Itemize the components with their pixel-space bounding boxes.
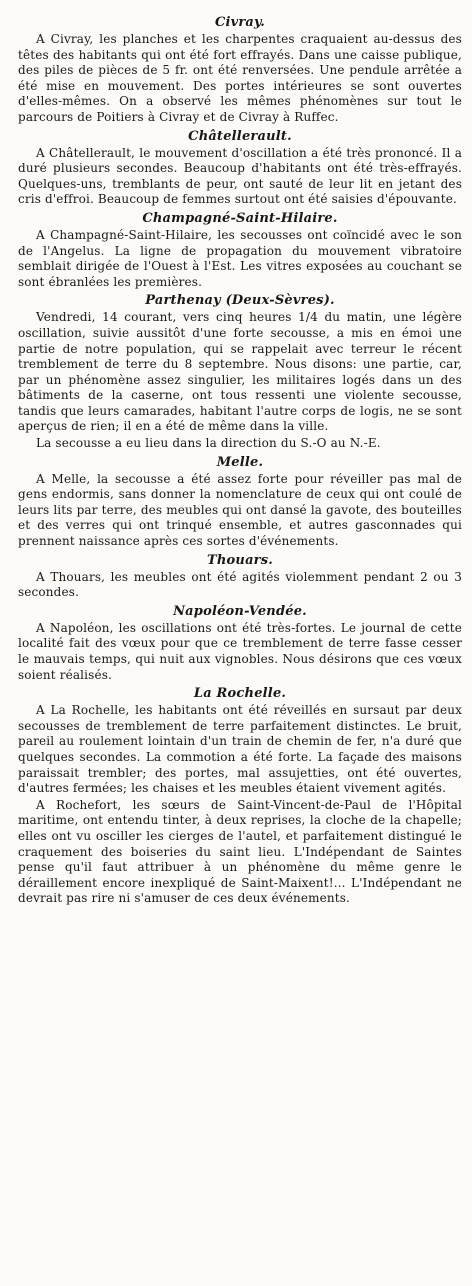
paragraph-rochefort: A Rochefort, les sœurs de Saint-Vincent-de-Paul de l'Hôpital maritime, ont entendu tinter, à deux reprises, la cloche de la chapelle; elles ont vu osciller les cierges de l'autel, et parfaitement distingué le craquement des boiseries du saint lieu. L'Indépendant de Saintes pense qu'il faut attribuer à un phénomène du même genre le déraillement encore inexpliqué de Saint-Maixent!... L'Indépendant ne devrait pas rire ni s'amuser de ces deux événements.	[18, 797, 462, 906]
section-champagne	[18, 210, 462, 290]
paragraph-champagne: A Champagné-Saint-Hilaire, les secousses ont coïncidé avec le son de l'Angelus. La ligne de propagation du mouvement vibratoire semblait dirigée de l'Ouest à l'Est. Les vitres exposées au couchant se sont ébranlées les premières.	[18, 227, 462, 289]
section-napoleon-vendee	[18, 603, 462, 683]
paragraph-thouars: A Thouars, les meubles ont été agités violemment pendant 2 ou 3 secondes.	[18, 569, 462, 600]
heading-napoleon-vendee: Napoléon-Vendée.	[173, 603, 307, 619]
paragraph-la-rochelle: A La Rochelle, les habitants ont été réveillés en sursaut par deux secousses de tremblement de terre parfaitement distinctes. Le bruit, pareil au roulement lointain d'un train de chemin de fer, n'a duré que quelques secondes. La commotion a été forte. La façade des maisons paraissait trembler; des portes, mal assujetties, ont été ouvertes, d'autres fermées; les chaises et les meubles étaient vivement agités.	[18, 703, 462, 796]
heading-la-rochelle: La Rochelle.	[193, 686, 287, 702]
paragraph-napoleon-vendee: A Napoléon, les oscillations ont été très-fortes. Le journal de cette localité fait des vœux pour que ce tremblement de terre fasse cesser le mauvais temps, qui nuit aux vignobles. Nous désirons que ces vœux soient réalisés.	[18, 620, 462, 682]
section-civray	[18, 14, 462, 126]
heading-parthenay: Parthenay (Deux-Sèvres).	[145, 293, 335, 309]
paragraph-civray: A Civray, les planches et les charpentes craquaient au-dessus des têtes des habitants qui ont été fort effrayés. Dans une caisse publique, des piles de pièces de 5 fr. ont été renversées. Une pendule arrêtée a été mise en mouvement. Des portes intérieures se sont ouvertes d'elles-mêmes. On a observé les mêmes phénomènes sur tout le parcours de Poitiers à Civray et de Civray à Ruffec.	[18, 32, 462, 124]
section-thouars	[18, 552, 462, 601]
paragraph-parthenay-1: Vendredi, 14 courant, vers cinq heures 1/4 du matin, une légère oscillation, suivie aussitôt d'une forte secousse, a mis en émoi une partie de notre population, qui se rappelait avec terreur le récent tremblement de terre du 8 septembre. Nous disons: une partie, car, par un phénomène assez singulier, les militaires logés dans un des bâtiments de la caserne, ont tous ressenti une violente secousse, tandis que leurs camarades, habitant l'autre corps de logis, ne se sont aperçus de rien; il en a été de même dans la ville.	[18, 310, 462, 434]
section-chatellerault	[18, 128, 462, 208]
section-melle	[18, 454, 462, 550]
paragraph-melle: A Melle, la secousse a été assez forte pour réveiller pas mal de gens endormis, sans donner la nomenclature de ceux qui ont coulé de leurs lits par terre, des meubles qui ont dansé la gavote, des bouteilles et des verres qui ont trinqué ensemble, et autres gasconnades qui prennent naissance après ces sortes d'événements.	[18, 471, 462, 549]
heading-thouars: Thouars.	[207, 552, 273, 568]
section-parthenay	[18, 292, 462, 451]
heading-melle: Melle.	[216, 454, 264, 470]
paragraph-chatellerault: A Châtellerault, le mouvement d'oscillation a été très prononcé. Il a duré plusieurs secondes. Beaucoup d'habitants ont été très-effrayés. Quelques-uns, tremblants de peur, ont sauté de leur lit en jetant des cris d'effroi. Beaucoup de femmes surtout ont été saisies d'épouvante.	[18, 145, 462, 207]
heading-champagne: Champagné-Saint-Hilaire.	[142, 210, 338, 226]
heading-chatellerault: Châtellerault.	[188, 128, 292, 144]
paragraph-parthenay-2: La secousse a eu lieu dans la direction du S.-O au N.-E.	[36, 436, 381, 451]
heading-civray: Civray.	[214, 15, 266, 30]
section-la-rochelle	[18, 685, 462, 907]
